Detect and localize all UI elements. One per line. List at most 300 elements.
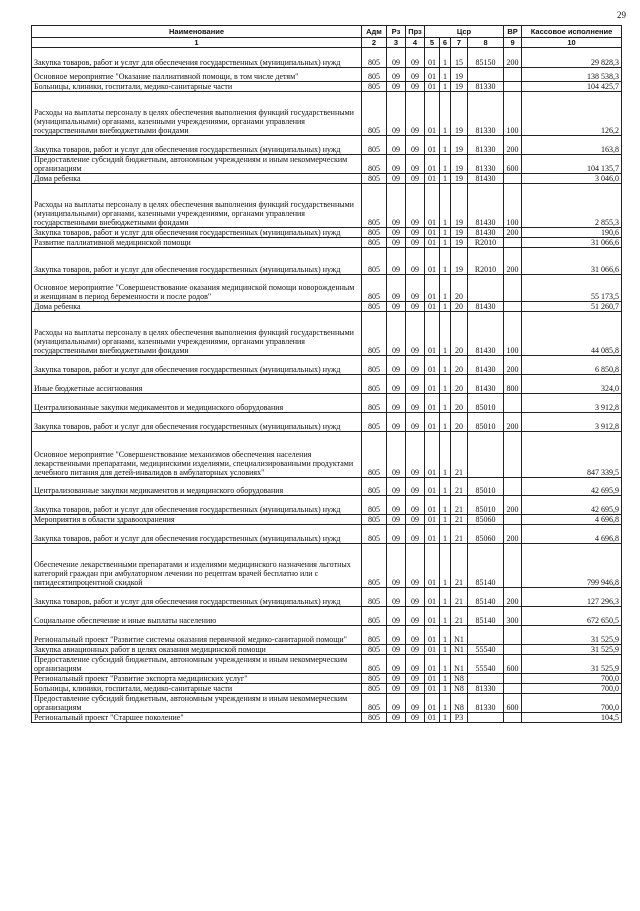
row-csr-direction: 85010 (468, 413, 504, 432)
row-adm: 805 (362, 694, 387, 713)
column-number: 8 (468, 38, 504, 48)
row-csr-program: 01 (425, 588, 440, 607)
table-row (32, 184, 622, 228)
row-csr-event: N1 (451, 655, 468, 674)
row-vr (504, 68, 522, 82)
row-adm: 805 (362, 174, 387, 184)
row-vr: 200 (504, 525, 522, 544)
row-adm: 805 (362, 645, 387, 655)
row-vr: 600 (504, 655, 522, 674)
column-number: 1 (32, 38, 362, 48)
table-row (32, 155, 622, 174)
row-csr-program: 01 (425, 68, 440, 82)
row-rz: 09 (387, 544, 406, 588)
row-csr-direction: 85010 (468, 394, 504, 413)
row-csr-program: 01 (425, 607, 440, 626)
row-prz: 09 (406, 645, 425, 655)
row-name: Расходы на выплаты персоналу в целях обеспечения выполнения функций государственными (муниципальными) органами, казенными учреждениями, органами управления государственными внебюджетными фондами (32, 92, 362, 136)
row-csr-direction (468, 275, 504, 302)
row-rz: 09 (387, 48, 406, 68)
row-csr-event: 19 (451, 184, 468, 228)
row-rz: 09 (387, 92, 406, 136)
row-name: Основное мероприятие "Оказание паллиативной помощи, в том числе детям" (32, 68, 362, 82)
row-csr-subprogram: 1 (440, 184, 451, 228)
row-csr-program: 01 (425, 312, 440, 356)
row-prz: 09 (406, 588, 425, 607)
row-csr-event: N1 (451, 626, 468, 645)
table-row (32, 645, 622, 655)
table-row (32, 238, 622, 248)
row-name: Основное мероприятие "Совершенствование механизмов обеспечения населения лекарственными препаратами, медицинскими изделиями, специализированными продуктами лечебного питания для детей-инвалидов в амбулаторных условиях" (32, 432, 362, 478)
row-name: Больницы, клиники, госпитали, медико-санитарные части (32, 82, 362, 92)
table-row (32, 174, 622, 184)
row-csr-direction: 81430 (468, 356, 504, 375)
row-csr-subprogram: 1 (440, 478, 451, 496)
row-amount: 104 135,7 (522, 155, 622, 174)
row-amount: 127 296,3 (522, 588, 622, 607)
row-vr (504, 713, 522, 723)
row-adm: 805 (362, 312, 387, 356)
row-adm: 805 (362, 432, 387, 478)
row-vr: 200 (504, 496, 522, 515)
row-prz: 09 (406, 174, 425, 184)
row-csr-program: 01 (425, 184, 440, 228)
row-csr-direction: 85140 (468, 588, 504, 607)
row-prz: 09 (406, 136, 425, 155)
row-rz: 09 (387, 302, 406, 312)
row-name: Закупка товаров, работ и услуг для обеспечения государственных (муниципальных) нужд (32, 525, 362, 544)
row-csr-event: 20 (451, 394, 468, 413)
row-rz: 09 (387, 525, 406, 544)
row-csr-program: 01 (425, 375, 440, 394)
row-amount: 3 912,8 (522, 413, 622, 432)
row-adm: 805 (362, 48, 387, 68)
row-amount: 126,2 (522, 92, 622, 136)
row-adm: 805 (362, 713, 387, 723)
row-amount: 138 538,3 (522, 68, 622, 82)
row-name: Закупка товаров, работ и услуг для обеспечения государственных (муниципальных) нужд (32, 228, 362, 238)
table-row (32, 515, 622, 525)
row-adm: 805 (362, 82, 387, 92)
row-adm: 805 (362, 684, 387, 694)
row-prz: 09 (406, 394, 425, 413)
header-rz: Рз (387, 26, 406, 38)
table-row (32, 82, 622, 92)
row-amount: 104,5 (522, 713, 622, 723)
row-adm: 805 (362, 302, 387, 312)
table-row (32, 248, 622, 275)
row-prz: 09 (406, 684, 425, 694)
table-row (32, 478, 622, 496)
row-name: Предоставление субсидий бюджетным, автономным учреждениям и иным некоммерческим организациям (32, 655, 362, 674)
table-row (32, 413, 622, 432)
row-rz: 09 (387, 174, 406, 184)
row-csr-program: 01 (425, 694, 440, 713)
row-csr-event: 20 (451, 356, 468, 375)
row-csr-program: 01 (425, 496, 440, 515)
row-csr-program: 01 (425, 544, 440, 588)
row-csr-program: 01 (425, 515, 440, 525)
row-name: Региональный проект "Развитие экспорта медицинских услуг" (32, 674, 362, 684)
row-csr-program: 01 (425, 394, 440, 413)
row-csr-event: N8 (451, 674, 468, 684)
row-csr-direction: 85060 (468, 515, 504, 525)
row-prz: 09 (406, 674, 425, 684)
row-prz: 09 (406, 713, 425, 723)
row-prz: 09 (406, 92, 425, 136)
table-row (32, 525, 622, 544)
row-adm: 805 (362, 248, 387, 275)
row-csr-direction: R2010 (468, 238, 504, 248)
row-prz: 09 (406, 238, 425, 248)
row-name: Закупка товаров, работ и услуг для обеспечения государственных (муниципальных) нужд (32, 413, 362, 432)
row-csr-event: 20 (451, 312, 468, 356)
table-row (32, 356, 622, 375)
row-amount: 3 912,8 (522, 394, 622, 413)
row-prz: 09 (406, 525, 425, 544)
row-csr-subprogram: 1 (440, 155, 451, 174)
row-prz: 09 (406, 544, 425, 588)
row-csr-direction: 85010 (468, 496, 504, 515)
column-number: 10 (522, 38, 622, 48)
row-prz: 09 (406, 655, 425, 674)
row-name: Расходы на выплаты персоналу в целях обеспечения выполнения функций государственными (муниципальными) органами, казенными учреждениями, органами управления государственными внебюджетными фондами (32, 184, 362, 228)
row-csr-event: 19 (451, 228, 468, 238)
row-rz: 09 (387, 136, 406, 155)
row-adm: 805 (362, 544, 387, 588)
row-prz: 09 (406, 184, 425, 228)
row-adm: 805 (362, 356, 387, 375)
table-row (32, 302, 622, 312)
row-csr-direction: 55540 (468, 655, 504, 674)
row-rz: 09 (387, 655, 406, 674)
row-name: Дома ребенка (32, 302, 362, 312)
row-vr (504, 432, 522, 478)
row-csr-subprogram: 1 (440, 375, 451, 394)
row-csr-subprogram: 1 (440, 588, 451, 607)
row-vr (504, 478, 522, 496)
row-vr: 200 (504, 48, 522, 68)
row-csr-subprogram: 1 (440, 48, 451, 68)
row-prz: 09 (406, 356, 425, 375)
row-csr-program: 01 (425, 713, 440, 723)
row-rz: 09 (387, 238, 406, 248)
row-adm: 805 (362, 626, 387, 645)
row-vr: 200 (504, 248, 522, 275)
row-csr-subprogram: 1 (440, 694, 451, 713)
row-csr-direction: 81330 (468, 136, 504, 155)
column-number: 9 (504, 38, 522, 48)
row-adm: 805 (362, 184, 387, 228)
row-amount: 163,8 (522, 136, 622, 155)
table-row (32, 655, 622, 674)
row-csr-event: 19 (451, 92, 468, 136)
row-csr-direction: 85140 (468, 544, 504, 588)
row-rz: 09 (387, 155, 406, 174)
row-csr-program: 01 (425, 525, 440, 544)
row-rz: 09 (387, 645, 406, 655)
row-csr-subprogram: 1 (440, 356, 451, 375)
row-prz: 09 (406, 496, 425, 515)
row-csr-event: 21 (451, 544, 468, 588)
row-adm: 805 (362, 92, 387, 136)
row-prz: 09 (406, 302, 425, 312)
row-csr-direction: 81430 (468, 375, 504, 394)
row-csr-event: 21 (451, 496, 468, 515)
column-numbers-row (32, 38, 622, 48)
row-csr-program: 01 (425, 248, 440, 275)
table-row (32, 68, 622, 82)
row-csr-program: 01 (425, 626, 440, 645)
row-name: Закупка товаров, работ и услуг для обеспечения государственных (муниципальных) нужд (32, 248, 362, 275)
row-csr-subprogram: 1 (440, 136, 451, 155)
row-rz: 09 (387, 694, 406, 713)
row-csr-direction (468, 432, 504, 478)
row-vr: 600 (504, 155, 522, 174)
row-csr-event: 19 (451, 174, 468, 184)
row-prz: 09 (406, 413, 425, 432)
table-row (32, 607, 622, 626)
row-csr-event: 19 (451, 68, 468, 82)
row-csr-direction: 81330 (468, 92, 504, 136)
row-csr-subprogram: 1 (440, 238, 451, 248)
row-prz: 09 (406, 248, 425, 275)
table-row (32, 136, 622, 155)
row-name: Обеспечение лекарственными препаратами и изделиями медицинского назначения льготных категорий граждан при амбулаторном лечении по рецептам врачей бесплатно или с пятидесятипроцентной скидкой (32, 544, 362, 588)
row-amount: 104 425,7 (522, 82, 622, 92)
row-csr-direction (468, 713, 504, 723)
row-amount: 42 695,9 (522, 478, 622, 496)
row-prz: 09 (406, 48, 425, 68)
row-name: Предоставление субсидий бюджетным, автономным учреждениям и иным некоммерческим организациям (32, 694, 362, 713)
row-amount: 42 695,9 (522, 496, 622, 515)
row-vr (504, 174, 522, 184)
row-csr-subprogram: 1 (440, 92, 451, 136)
row-rz: 09 (387, 478, 406, 496)
header-row (32, 26, 622, 38)
row-vr: 200 (504, 413, 522, 432)
row-csr-subprogram: 1 (440, 655, 451, 674)
row-adm: 805 (362, 68, 387, 82)
row-csr-event: N1 (451, 645, 468, 655)
row-amount: 2 855,3 (522, 184, 622, 228)
row-amount: 700,0 (522, 684, 622, 694)
row-name: Социальное обеспечение и иные выплаты населению (32, 607, 362, 626)
column-number: 4 (406, 38, 425, 48)
row-csr-subprogram: 1 (440, 432, 451, 478)
row-amount: 31 525,9 (522, 645, 622, 655)
row-name: Больницы, клиники, госпитали, медико-санитарные части (32, 684, 362, 694)
row-csr-subprogram: 1 (440, 713, 451, 723)
row-prz: 09 (406, 68, 425, 82)
row-name: Предоставление субсидий бюджетным, автономным учреждениям и иным некоммерческим организациям (32, 155, 362, 174)
header-amount: Кассовое исполнение (522, 26, 622, 38)
table-row (32, 228, 622, 238)
row-csr-direction: 85140 (468, 607, 504, 626)
row-prz: 09 (406, 228, 425, 238)
row-vr (504, 82, 522, 92)
row-csr-program: 01 (425, 82, 440, 92)
table-row (32, 713, 622, 723)
table-row (32, 496, 622, 515)
row-adm: 805 (362, 375, 387, 394)
row-csr-event: 19 (451, 248, 468, 275)
row-rz: 09 (387, 588, 406, 607)
row-csr-event: 21 (451, 515, 468, 525)
row-csr-program: 01 (425, 478, 440, 496)
row-amount: 700,0 (522, 694, 622, 713)
row-amount: 324,0 (522, 375, 622, 394)
row-prz: 09 (406, 432, 425, 478)
row-vr: 200 (504, 356, 522, 375)
row-csr-program: 01 (425, 684, 440, 694)
row-vr (504, 238, 522, 248)
table-row (32, 92, 622, 136)
row-csr-subprogram: 1 (440, 302, 451, 312)
row-name: Региональный проект "Старшее поколение" (32, 713, 362, 723)
row-vr: 100 (504, 92, 522, 136)
row-csr-event: 19 (451, 136, 468, 155)
row-csr-subprogram: 1 (440, 515, 451, 525)
row-amount: 799 946,8 (522, 544, 622, 588)
row-csr-event: 21 (451, 607, 468, 626)
row-csr-program: 01 (425, 92, 440, 136)
row-vr: 200 (504, 228, 522, 238)
row-adm: 805 (362, 478, 387, 496)
row-rz: 09 (387, 356, 406, 375)
column-number: 5 (425, 38, 440, 48)
row-prz: 09 (406, 694, 425, 713)
row-csr-direction (468, 674, 504, 684)
row-csr-program: 01 (425, 48, 440, 68)
row-adm: 805 (362, 413, 387, 432)
row-prz: 09 (406, 626, 425, 645)
row-adm: 805 (362, 588, 387, 607)
row-amount: 55 173,5 (522, 275, 622, 302)
row-csr-subprogram: 1 (440, 626, 451, 645)
row-amount: 6 850,8 (522, 356, 622, 375)
row-csr-direction: 85150 (468, 48, 504, 68)
row-name: Закупка товаров, работ и услуг для обеспечения государственных (муниципальных) нужд (32, 588, 362, 607)
row-prz: 09 (406, 515, 425, 525)
row-rz: 09 (387, 413, 406, 432)
table-row (32, 684, 622, 694)
row-amount: 31 525,9 (522, 626, 622, 645)
header-vr: ВР (504, 26, 522, 38)
row-vr: 200 (504, 588, 522, 607)
row-csr-event: 19 (451, 155, 468, 174)
row-csr-program: 01 (425, 136, 440, 155)
table-row (32, 312, 622, 356)
row-csr-direction: 85060 (468, 525, 504, 544)
table-row (32, 588, 622, 607)
row-rz: 09 (387, 684, 406, 694)
row-vr (504, 645, 522, 655)
row-csr-direction: 81330 (468, 155, 504, 174)
row-name: Дома ребенка (32, 174, 362, 184)
row-csr-direction: 85010 (468, 478, 504, 496)
row-rz: 09 (387, 248, 406, 275)
row-csr-event: P3 (451, 713, 468, 723)
row-csr-direction: 81430 (468, 174, 504, 184)
row-amount: 31 066,6 (522, 238, 622, 248)
row-adm: 805 (362, 496, 387, 515)
row-csr-program: 01 (425, 413, 440, 432)
row-csr-program: 01 (425, 674, 440, 684)
row-csr-subprogram: 1 (440, 525, 451, 544)
column-number: 7 (451, 38, 468, 48)
row-csr-event: N8 (451, 694, 468, 713)
row-csr-event: 19 (451, 238, 468, 248)
row-rz: 09 (387, 275, 406, 302)
row-csr-direction: 81330 (468, 684, 504, 694)
row-csr-direction: R2010 (468, 248, 504, 275)
row-csr-program: 01 (425, 302, 440, 312)
row-csr-subprogram: 1 (440, 607, 451, 626)
table-row (32, 394, 622, 413)
budget-execution-table (31, 25, 622, 723)
table-row (32, 626, 622, 645)
row-csr-subprogram: 1 (440, 674, 451, 684)
row-csr-event: 19 (451, 82, 468, 92)
row-csr-subprogram: 1 (440, 312, 451, 356)
row-adm: 805 (362, 155, 387, 174)
row-csr-subprogram: 1 (440, 174, 451, 184)
row-adm: 805 (362, 655, 387, 674)
row-csr-direction (468, 626, 504, 645)
row-csr-direction: 55540 (468, 645, 504, 655)
row-prz: 09 (406, 312, 425, 356)
row-name: Мероприятия в области здравоохранения (32, 515, 362, 525)
page-number: 29 (617, 10, 626, 20)
row-prz: 09 (406, 82, 425, 92)
row-rz: 09 (387, 312, 406, 356)
row-name: Закупка товаров, работ и услуг для обеспечения государственных (муниципальных) нужд (32, 496, 362, 515)
row-adm: 805 (362, 394, 387, 413)
row-name: Закупка авиационных работ в целях оказания медицинской помощи (32, 645, 362, 655)
row-csr-direction: 81330 (468, 82, 504, 92)
row-csr-subprogram: 1 (440, 413, 451, 432)
row-vr (504, 394, 522, 413)
row-rz: 09 (387, 184, 406, 228)
row-csr-event: 21 (451, 432, 468, 478)
row-csr-event: 20 (451, 375, 468, 394)
row-csr-direction (468, 68, 504, 82)
row-adm: 805 (362, 136, 387, 155)
row-csr-program: 01 (425, 228, 440, 238)
row-csr-event: 20 (451, 302, 468, 312)
row-adm: 805 (362, 238, 387, 248)
row-adm: 805 (362, 674, 387, 684)
row-amount: 3 046,0 (522, 174, 622, 184)
row-csr-direction: 81430 (468, 302, 504, 312)
row-csr-subprogram: 1 (440, 684, 451, 694)
row-vr (504, 275, 522, 302)
row-vr: 100 (504, 184, 522, 228)
row-amount: 700,0 (522, 674, 622, 684)
row-prz: 09 (406, 478, 425, 496)
column-number: 3 (387, 38, 406, 48)
row-name: Развитие паллиативной медицинской помощи (32, 238, 362, 248)
row-rz: 09 (387, 375, 406, 394)
table-row (32, 375, 622, 394)
row-name: Централизованные закупки медикаментов и медицинского оборудования (32, 394, 362, 413)
row-vr (504, 626, 522, 645)
row-csr-program: 01 (425, 645, 440, 655)
row-csr-subprogram: 1 (440, 496, 451, 515)
row-csr-subprogram: 1 (440, 544, 451, 588)
row-csr-subprogram: 1 (440, 645, 451, 655)
